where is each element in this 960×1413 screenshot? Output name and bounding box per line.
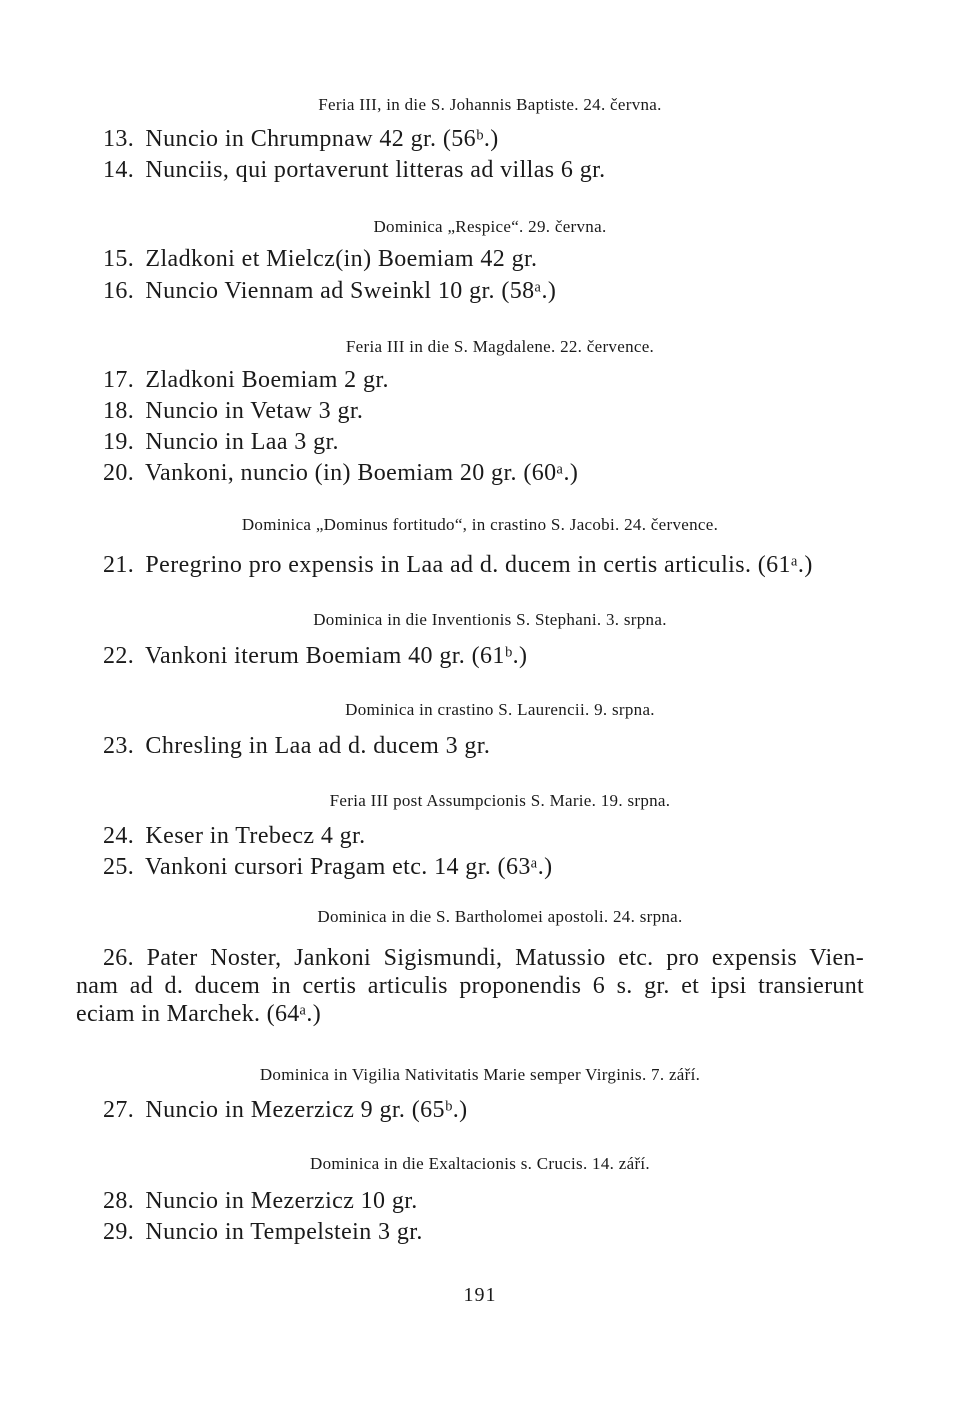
- entry-19: [103, 429, 339, 456]
- entry-text: Vankoni cursori Pragam etc. 14 gr. (63ᵃ.): [144, 854, 553, 880]
- entry-13: [103, 126, 499, 153]
- entry-text: Zladkoni et Mielcz(in) Boemiam 42 gr.: [145, 246, 538, 272]
- entry-text: Nunciis, qui portaverunt litteras ad villas 6 gr.: [145, 157, 606, 183]
- section-heading: Dominica in Vigilia Nativitatis Marie semper Virginis. 7. září.: [259, 1065, 701, 1084]
- entry-number: 28.: [103, 1188, 135, 1214]
- entry-number: 23.: [103, 733, 135, 759]
- section-heading: Dominica in crastino S. Laurencii. 9. srpna.: [345, 700, 655, 719]
- entry-number: 27.: [103, 1097, 135, 1123]
- entry-25: [103, 854, 553, 881]
- entry-number: 22.: [103, 643, 135, 669]
- entry-22: [103, 643, 527, 670]
- entry-text: Peregrino pro expensis in Laa ad d. ducem in certis articulis. (61ᵃ.): [145, 552, 813, 578]
- entry-text: Zladkoni Boemiam 2 gr.: [145, 367, 389, 393]
- entry-text: Nuncio Viennam ad Sweinkl 10 gr. (58ᵃ.): [145, 278, 557, 304]
- entry-number: 24.: [103, 823, 135, 849]
- entry-number: 15.: [103, 246, 135, 272]
- entry-27: [103, 1097, 468, 1124]
- section-heading: Feria III post Assumpcionis S. Marie. 19. srpna.: [329, 791, 671, 810]
- entry-16: [103, 278, 556, 305]
- entry-26-line-2: nam ad d. ducem in certis articulis proponendis 6 s. gr. et ipsi transierunt: [76, 973, 864, 999]
- entry-text: Nuncio in Mezerzicz 10 gr.: [145, 1188, 418, 1214]
- entry-text: Nuncio in Mezerzicz 9 gr. (65ᵇ.): [145, 1097, 468, 1123]
- entry-15: [103, 246, 537, 273]
- entry-20: [103, 460, 578, 487]
- entry-number: 17.: [103, 367, 135, 393]
- entry-28: [103, 1188, 418, 1215]
- entry-number: 29.: [103, 1219, 135, 1245]
- page-number: 191: [463, 1284, 497, 1306]
- entry-text: Nuncio in Laa 3 gr.: [145, 429, 339, 455]
- entry-23: [103, 733, 490, 760]
- entry-number: 21.: [103, 552, 135, 578]
- entry-number: 25.: [103, 854, 135, 880]
- entry-text: Nuncio in Tempelstein 3 gr.: [145, 1219, 423, 1245]
- entry-text: Nuncio in Vetaw 3 gr.: [145, 398, 364, 424]
- entry-text: Chresling in Laa ad d. ducem 3 gr.: [145, 733, 491, 759]
- entry-26-line-1: 26. Pater Noster, Jankoni Sigismundi, Matussio etc. pro expensis Vien-: [103, 945, 864, 971]
- entry-number: 13.: [103, 126, 135, 152]
- entry-text: Nuncio in Chrumpnaw 42 gr. (56ᵇ.): [145, 126, 499, 152]
- entry-number: 20.: [103, 460, 135, 486]
- entry-26-line-3: eciam in Marchek. (64ᵃ.): [76, 1001, 321, 1027]
- entry-number: 19.: [103, 429, 135, 455]
- section-heading: Dominica in die Inventionis S. Stephani. 3. srpna.: [313, 610, 667, 629]
- entry-18: [103, 398, 363, 425]
- entry-17: [103, 367, 389, 394]
- entry-26: [76, 944, 864, 1028]
- section-heading: Dominica in die S. Bartholomei apostoli. 24. srpna.: [317, 907, 683, 926]
- entry-29: [103, 1219, 423, 1246]
- section-heading: Dominica in die Exaltacionis s. Crucis. 14. září.: [310, 1154, 650, 1173]
- section-heading: Feria III, in die S. Johannis Baptiste. 24. června.: [318, 95, 662, 114]
- entry-text: Vankoni, nuncio (in) Boemiam 20 gr. (60ᵃ.): [144, 460, 579, 486]
- entry-text: Vankoni iterum Boemiam 40 gr. (61ᵇ.): [144, 643, 528, 669]
- entry-24: [103, 823, 366, 850]
- entry-number: 14.: [103, 157, 135, 183]
- entry-number: 18.: [103, 398, 135, 424]
- entry-number: 16.: [103, 278, 135, 304]
- entry-14: [103, 157, 606, 184]
- entry-text: Keser in Trebecz 4 gr.: [145, 823, 366, 849]
- section-heading: Dominica „Respice“. 29. června.: [373, 217, 607, 236]
- section-heading: Dominica „Dominus fortitudo“, in crastino S. Jacobi. 24. července.: [241, 515, 719, 534]
- section-heading: Feria III in die S. Magdalene. 22. července.: [345, 337, 655, 356]
- entry-21: [103, 552, 813, 579]
